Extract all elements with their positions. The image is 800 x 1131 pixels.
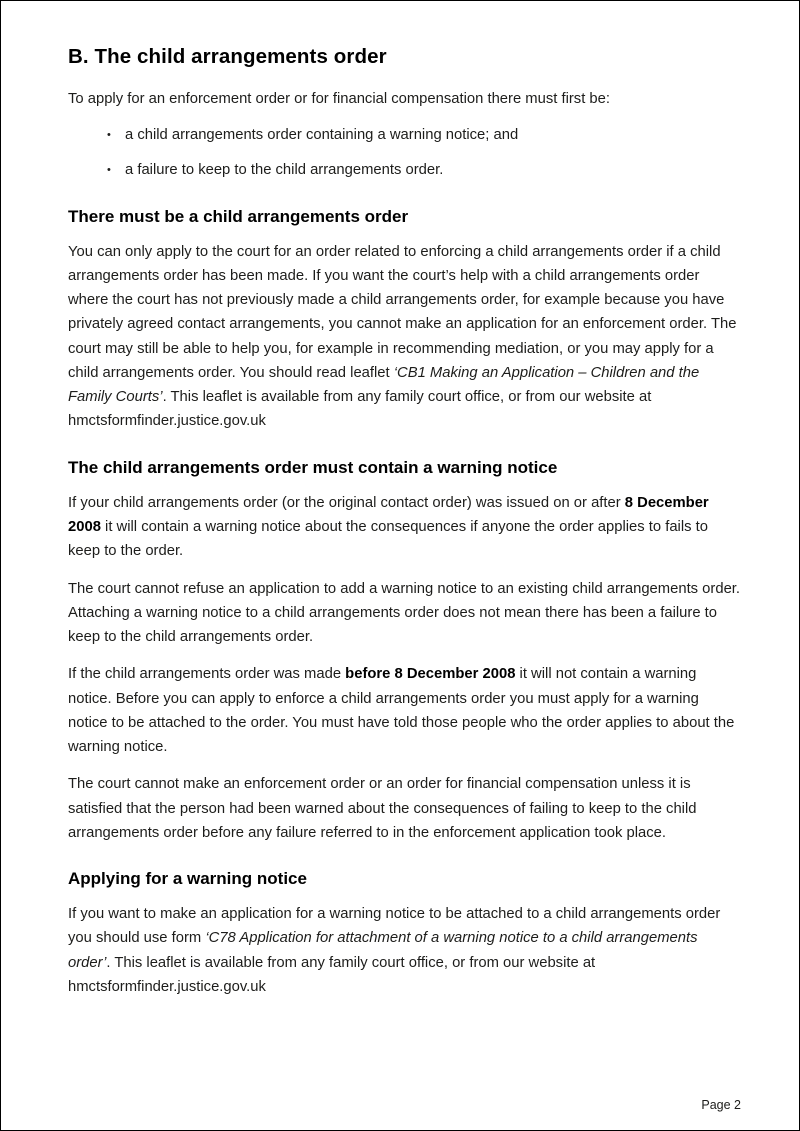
- paragraph: The court cannot refuse an application to add a warning notice to an existing child arrangements order. Attaching a warning notice to a child arrangements order does not mean there has been a failure to keep to the child arrangements order.: [68, 580, 741, 646]
- bullet-icon: •: [107, 129, 111, 142]
- paragraph: You can only apply to the court for an order related to enforcing a child arrangements order if a child arrangements order has been made. If you want the court’s help with a child arrangements order where the court has not previously made a child arrangements order, for example because you have privately agreed contact arrangements, you cannot make an application for an enforcement order. The court may still be able to help you, for example in recommending mediation, or you may apply for a child arrangements order. You should read leaflet ‘CB1 Making an Application – Children and the Family Courts’. This leaflet is available from any family court office, or from our website at hmctsformfinder.justice.gov.uk: [68, 243, 737, 430]
- section-heading-warning-notice: The child arrangements order must contain a warning notice: [68, 457, 558, 477]
- document-content: [1, 1, 799, 999]
- paragraph: The court cannot make an enforcement order or an order for financial compensation unless it is satisfied that the person had been warned about the consequences of failing to keep to the child arrangements order before any failure referred to in the enforcement application took place.: [68, 776, 697, 841]
- paragraph: If your child arrangements order (or the original contact order) was issued on or after 8 December 2008 it will contain a warning notice about the consequences if anyone the order applies to fails to keep to the order.: [68, 494, 709, 560]
- list-item: [107, 124, 741, 148]
- section-heading-applying: Applying for a warning notice: [68, 869, 307, 889]
- requirements-list: [68, 124, 741, 182]
- page-title: B. The child arrangements order: [68, 45, 387, 68]
- page-number: Page 2: [701, 1098, 741, 1112]
- list-item-text: a failure to keep to the child arrangements order.: [125, 161, 444, 178]
- bullet-icon: •: [107, 163, 111, 176]
- section-heading-order-required: There must be a child arrangements order: [68, 206, 409, 226]
- intro-paragraph: To apply for an enforcement order or for financial compensation there must first be:: [68, 91, 611, 107]
- paragraph: If you want to make an application for a warning notice to be attached to a child arrangements order you should use form ‘C78 Application for attachment of a warning notice to a child arrangements order’. This leaflet is available from any family court office, or from our website at hmctsformfinder.justice.gov.uk: [68, 906, 721, 995]
- paragraph: If the child arrangements order was made before 8 December 2008 it will not contain a warning notice. Before you can apply to enforce a child arrangements order you must apply for a warning notice to be attached to the order. You must have told those people who the order applies to about the warning notice.: [68, 666, 735, 756]
- list-item-text: a child arrangements order containing a warning notice; and: [125, 127, 519, 144]
- list-item: [107, 159, 741, 183]
